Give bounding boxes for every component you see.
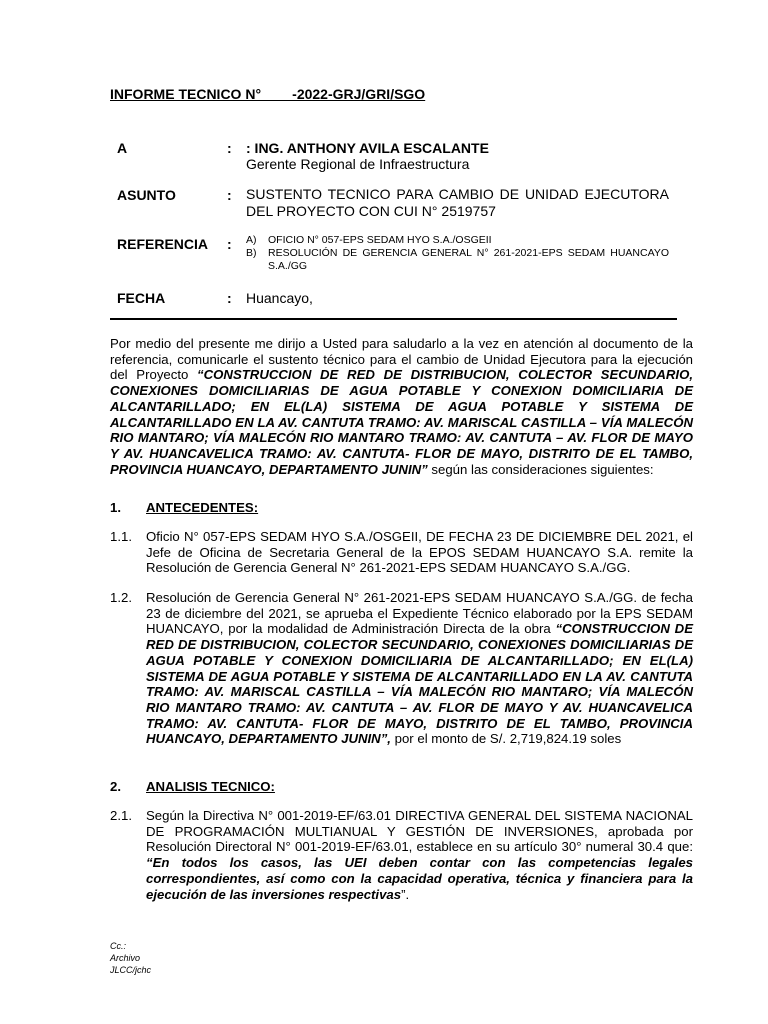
- footer-initials: JLCC/jchc: [110, 965, 152, 975]
- reference-item: [246, 234, 669, 247]
- section-1-title: ANTECEDENTES:: [146, 500, 259, 515]
- document-title: INFORME TECNICO N° -2022-GRJ/GRI/SGO: [110, 86, 426, 102]
- intro-tail: según las consideraciones siguientes:: [427, 461, 654, 477]
- reference-item-text: OFICIO N° 057-EPS SEDAM HYO S.A./OSGEII: [268, 234, 492, 246]
- item-1-2-tail: por el monto de S/. 2,719,824.19 soles: [390, 731, 622, 747]
- item-2-1-lead: Según la Directiva N° 001-2019-EF/63.01 DIRECTIVA GENERAL DEL SISTEMA NACIONAL DE PROGRAMACIÓN MULTIANUAL Y GESTIÓN DE INVERSIONES, aprobada por Resolución Directoral N° 001-2019-EF/63.01, establece en su artículo 30° numeral 30.4 que:: [146, 808, 693, 855]
- recipient-role: Gerente Regional de Infraestructura: [246, 156, 470, 172]
- reference-item-letter: A): [246, 234, 257, 246]
- footer-notes: [110, 940, 151, 976]
- intro-lead: Por medio del presente me dirijo a Usted para saludarlo a la vez en atención al documento de la referencia, comunicarle el sustento técnico para el cambio de Unidad Ejecutora para la ejecución del Proyecto: [110, 336, 693, 383]
- to-colon: :: [227, 140, 232, 156]
- subject-label: ASUNTO: [117, 187, 176, 203]
- item-1-2-project-name: “CONSTRUCCION DE RED DE DISTRIBUCION, COLECTOR SECUNDARIO, CONEXIONES DOMICILIARIAS DE AGUA POTABLE Y CONEXION DOMICILIARIA DE ALCANTARILLADO; EN EL(LA) SISTEMA DE AGUA POTABLE Y SISTEMA DE ALCANTARILLADO EN LA AV. CANTUTA TRAMO: AV. MARISCAL CASTILLA – VÍA MALECÓN RIO MANTARO; VÍA MALECÓN RIO MANTARO TRAMO: AV. CANTUTA – AV. FLOR DE MAYO Y AV. HUANCAVELICA TRAMO: AV. CANTUTA- FLOR DE MAYO, DISTRITO DE EL TAMBO, PROVINCIA HUANCAYO, DEPARTAMENTO JUNIN”,: [146, 621, 693, 747]
- section-2-number: 2.: [110, 779, 121, 794]
- footer-cc: Cc.:: [110, 941, 127, 951]
- item-1-1-text: Oficio N° 057-EPS SEDAM HYO S.A./OSGEII, DE FECHA 23 DE DICIEMBRE DEL 2021, el Jefe de Oficina de Secretaria General de la EPOS SEDAM HUANCAYO S.A. remite la Resolución de Gerencia General N° 261-2021-EPS SEDAM HUANCAYO S.A./GG.: [146, 529, 693, 576]
- item-2-1-quote: “En todos los casos, las UEI deben contar con las competencias legales correspondientes, así como con la capacidad operativa, técnica y financiera para la ejecución de las inversiones respectivas: [146, 855, 693, 902]
- item-1-2-lead: Resolución de Gerencia General N° 261-2021-EPS SEDAM HUANCAYO S.A./GG. de fecha 23 de diciembre del 2021, se aprueba el Expediente Técnico elaborado por la EPS SEDAM HUANCAYO, por la modalidad de Administración Directa de la obra: [146, 590, 693, 637]
- reference-list: [246, 234, 669, 273]
- intro-paragraph: [110, 336, 693, 477]
- date-label: FECHA: [117, 290, 166, 306]
- reference-label: REFERENCIA: [117, 236, 209, 252]
- footer-archive: Archivo: [110, 953, 141, 963]
- reference-colon: :: [227, 236, 232, 252]
- reference-item-letter: B): [246, 247, 257, 259]
- subject-text: SUSTENTO TECNICO PARA CAMBIO DE UNIDAD EJECUTORA DEL PROYECTO CON CUI N° 2519757: [246, 186, 669, 219]
- reference-item: [246, 247, 669, 273]
- date-colon: :: [227, 290, 232, 306]
- item-2-1-number: 2.1.: [110, 808, 132, 823]
- item-2-1-tail: ”.: [401, 886, 410, 902]
- recipient-name: : ING. ANTHONY AVILA ESCALANTE: [246, 140, 489, 156]
- section-2-heading: [110, 779, 275, 794]
- item-1-1-number: 1.1.: [110, 529, 132, 544]
- item-1-2-text: [146, 590, 693, 747]
- section-1-number: 1.: [110, 500, 121, 515]
- item-1-2-number: 1.2.: [110, 590, 132, 605]
- subject-colon: :: [227, 187, 232, 203]
- section-1-heading: [110, 500, 258, 515]
- date-text: Huancayo,: [246, 290, 313, 306]
- reference-item-text: RESOLUCIÓN DE GERENCIA GENERAL N° 261-2021-EPS SEDAM HUANCAYO S.A./GG: [268, 247, 669, 272]
- intro-project-name: “CONSTRUCCION DE RED DE DISTRIBUCION, COLECTOR SECUNDARIO, CONEXIONES DOMICILIARIAS DE AGUA POTABLE Y CONEXION DOMICILIARIA DE ALCANTARILLADO; EN EL(LA) SISTEMA DE AGUA POTABLE Y SISTEMA DE ALCANTARILLADO EN LA AV. CANTUTA TRAMO: AV. MARISCAL CASTILLA – VÍA MALECÓN RIO MANTARO; VÍA MALECÓN RIO MANTARO TRAMO: AV. CANTUTA – AV. FLOR DE MAYO Y AV. HUANCAVELICA TRAMO: AV. CANTUTA- FLOR DE MAYO, DISTRITO DE EL TAMBO, PROVINCIA HUANCAYO, DEPARTAMENTO JUNIN”: [110, 367, 693, 477]
- item-2-1-text: [146, 808, 693, 902]
- to-label: A: [117, 140, 128, 156]
- section-2-title: ANALISIS TECNICO:: [146, 779, 275, 794]
- header-divider: [110, 318, 677, 320]
